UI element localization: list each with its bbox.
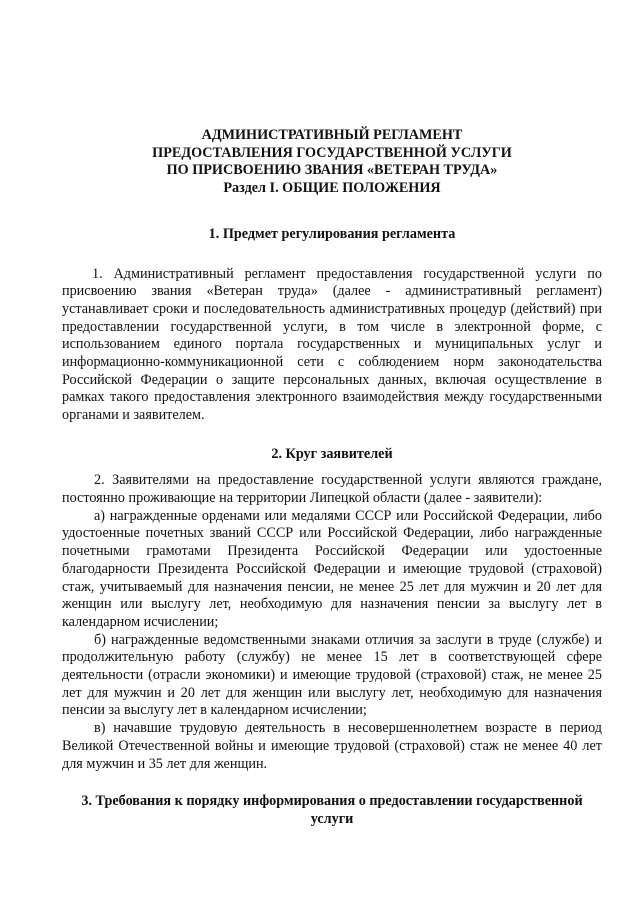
section-2-heading: 2. Круг заявителей — [271, 445, 393, 462]
section-2-paragraph-intro: 2. Заявителями на предоставление государственной услуги являются граждане, постоянно проживающие на территории Липецкой области (далее - заявители): — [62, 472, 602, 507]
section-2-item-b: б) награжденные ведомственными знаками отличия за заслуги в труде (службе) и продолжительную работу (службу) не менее 15 лет в соответствующей сфере деятельности (отрасли экономики) и имеющие трудовой (страховой) стаж, не менее 25 лет для мужчин и 20 лет для женщин или выслугу лет, необходимую для назначения пенсии за выслугу лет в календарном исчислении; — [62, 631, 602, 719]
section-title: Раздел I. ОБЩИЕ ПОЛОЖЕНИЯ — [223, 179, 441, 196]
title-line-3: ПО ПРИСВОЕНИЮ ЗВАНИЯ «ВЕТЕРАН ТРУДА» — [166, 162, 498, 178]
document-title — [62, 127, 602, 197]
title-line-2: ПРЕДОСТАВЛЕНИЯ ГОСУДАРСТВЕННОЙ УСЛУГИ — [152, 144, 512, 161]
section-3-heading-line-2: услуги — [310, 810, 354, 827]
section-3-heading — [62, 793, 602, 828]
section-1-paragraph: 1. Административный регламент предоставления государственной услуги по присвоению звания «Ветеран труда» (далее - административный регламент) устанавливает сроки и последовательность административных процедур (действий) при предоставлении государственной услуги, в том числе в электронной форме, с использованием единого портала государственных и муниципальных услуг и информационно-коммуникационной сети с соблюдением норм законодательства Российской Федерации о защите персональных данных, включая осуществление в рамках такого предоставления электронного взаимодействия между государственными органами и заявителем. — [62, 265, 602, 424]
section-1-heading: 1. Предмет регулирования регламента — [208, 226, 456, 242]
section-2-item-a: а) награжденные орденами или медалями СССР или Российской Федерации, либо удостоенные почетных званий СССР или Российской Федерации, либо награжденные почетными грамотами Президента Российской Федерации или удостоенные благодарности Президента Российской Федерации и имеющие трудовой (страховой) стаж, учитываемый для назначения пенсии, не менее 25 лет для мужчин и 20 лет для женщин или выслугу лет, необходимую для назначения пенсии за выслугу лет в календарном исчислении; — [62, 507, 602, 630]
section-2-item-c: в) начавшие трудовую деятельность в несовершеннолетнем возрасте в период Великой Отечественной войны и имеющие трудовой (страховой) стаж не менее 40 лет для мужчин и 35 лет для женщин. — [62, 720, 602, 772]
title-line-1: АДМИНИСТРАТИВНЫЙ РЕГЛАМЕНТ — [201, 127, 463, 143]
section-3-heading-line-1: 3. Требования к порядку информирования о предоставлении государственной — [81, 793, 583, 810]
